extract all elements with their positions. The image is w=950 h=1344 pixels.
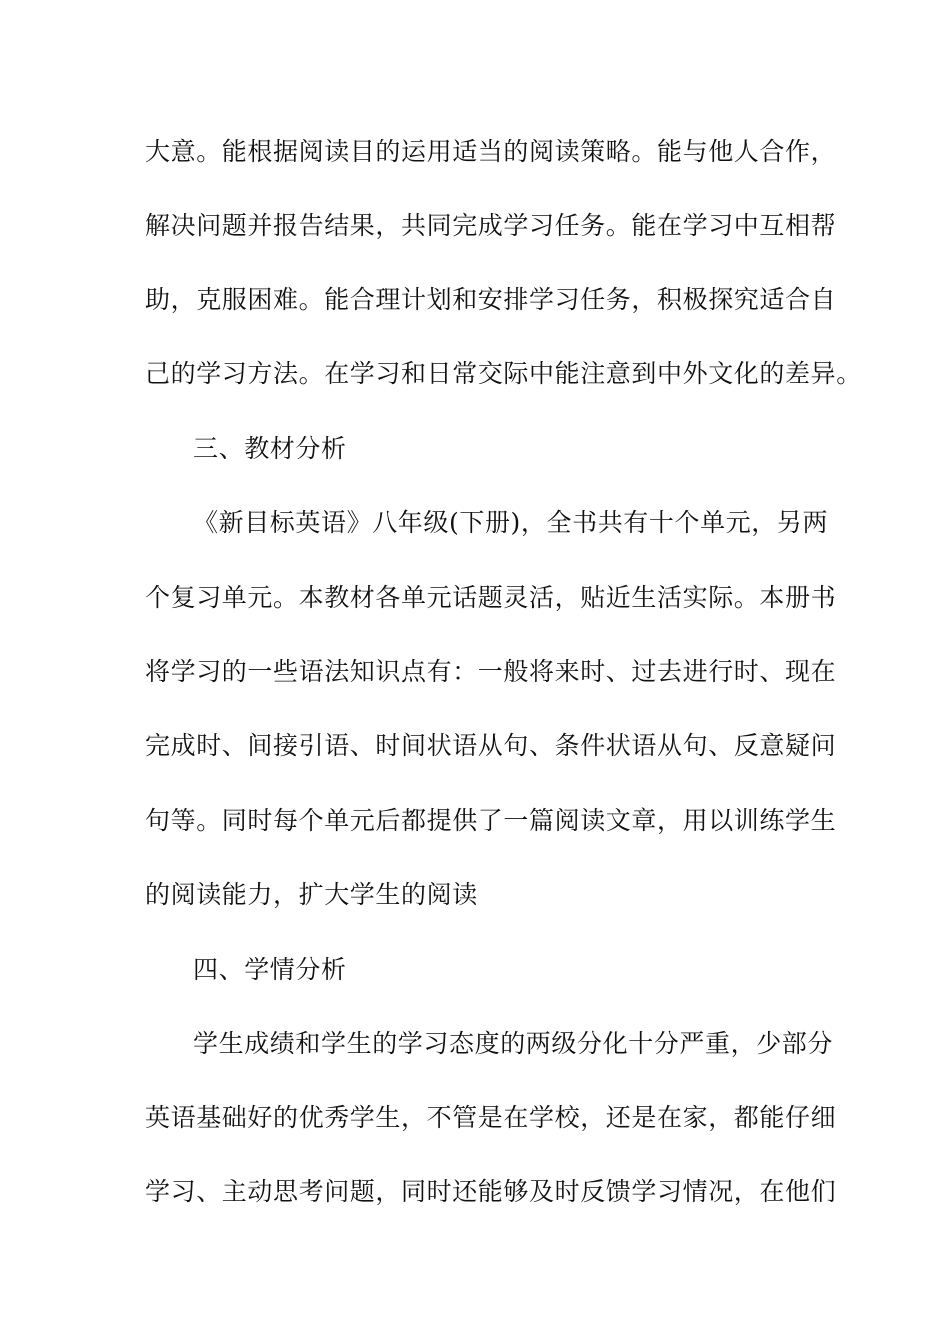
text-line: 大意。能根据阅读目的运用适当的阅读策略。能与他人合作， — [145, 137, 837, 166]
text-line: 学生成绩和学生的学习态度的两级分化十分严重，少部分 — [193, 1029, 834, 1058]
text-line: 将学习的一些语法知识点有：一般将来时、过去进行时、现在 — [145, 657, 837, 686]
section-heading: 四、学情分析 — [193, 955, 347, 984]
section-heading: 三、教材分析 — [193, 434, 347, 463]
text-line: 个复习单元。本教材各单元话题灵活，贴近生活实际。本册书 — [145, 583, 837, 612]
text-line: 英语基础好的优秀学生，不管是在学校，还是在家，都能仔细 — [145, 1103, 837, 1132]
text-line: 己的学习方法。在学习和日常交际中能注意到中外文化的差异。 — [145, 359, 862, 388]
text-line: 完成时、间接引语、时间状语从句、条件状语从句、反意疑问 — [145, 731, 837, 760]
text-line: 助，克服困难。能合理计划和安排学习任务，积极探究适合自 — [145, 285, 837, 314]
text-line: 解决问题并报告结果，共同完成学习任务。能在学习中互相帮 — [145, 211, 837, 240]
text-line: 学习、主动思考问题，同时还能够及时反馈学习情况，在他们 — [145, 1177, 837, 1206]
text-line: 的阅读能力，扩大学生的阅读 — [145, 880, 478, 909]
text-line: 《新目标英语》八年级(下册)，全书共有十个单元，另两 — [193, 508, 829, 537]
text-line: 句等。同时每个单元后都提供了一篇阅读文章，用以训练学生 — [145, 806, 837, 835]
